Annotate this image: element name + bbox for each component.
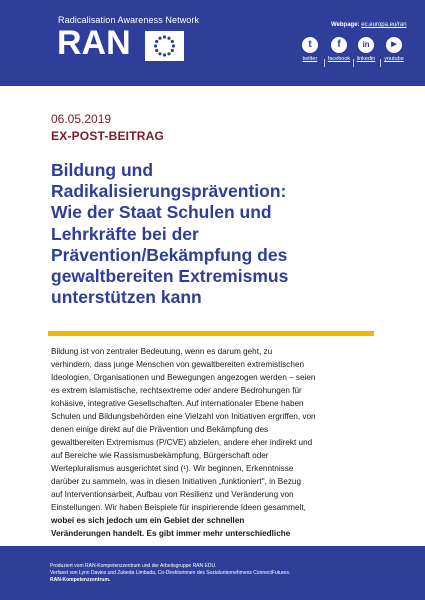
body-line: Schulen und Bildungsbehörden eine Vielzahl von Initiativen ergriffen, von xyxy=(51,412,316,421)
webpage-line xyxy=(331,22,407,28)
title-line: Radikalisierungsprävention: xyxy=(51,181,287,202)
footer-banner xyxy=(0,546,425,600)
title-line: Prävention/Bekämpfung des xyxy=(51,244,288,265)
linkedin-link[interactable]: linkedin xyxy=(356,56,376,62)
social-facebook[interactable] xyxy=(325,37,353,62)
title-line: Wie der Staat Schulen und xyxy=(51,202,272,223)
body-line: auf Interventionsarbeit, Aufbau von Resilienz und Veränderung von xyxy=(51,490,294,499)
document-type: EX-POST-BEITRAG xyxy=(51,129,165,143)
facebook-link[interactable]: facebook xyxy=(327,56,351,62)
title-line: gewaltbereiten Extremismus xyxy=(51,266,289,287)
webpage-label: Webpage: xyxy=(331,22,360,28)
body-line: verhindern, dass junge Menschen von gewaltbereiten extremistischen xyxy=(51,360,305,369)
eu-flag-icon xyxy=(145,31,184,61)
youtube-icon[interactable]: ▶ xyxy=(386,37,402,53)
social-twitter[interactable] xyxy=(296,37,324,62)
body-line: denen einige direkt auf die Prävention und Bekämpfung des xyxy=(51,425,269,434)
accent-divider xyxy=(48,331,374,336)
document-title xyxy=(51,160,371,308)
body-line: Einstellungen. Wir haben Beispiele für inspirierende Ideen gesammelt, xyxy=(51,503,306,512)
ran-logo: RAN xyxy=(57,24,131,62)
body-line: Bildung ist von zentraler Bedeutung, wenn es darum geht, zu xyxy=(51,347,273,356)
body-line: Ideologien, Organisationen und Bewegungen angezogen werden – seien xyxy=(51,373,316,382)
social-links xyxy=(296,37,406,77)
twitter-link[interactable]: twitter xyxy=(302,56,318,62)
network-name: Radicalisation Awareness Network xyxy=(58,15,200,25)
body-line: Wertepluralismus ausgerichtet sind (¹). Wir beginnen, Erkenntnisse xyxy=(51,464,294,473)
social-youtube[interactable] xyxy=(380,37,408,62)
footer-centre: RAN-Kompetenzzentrum. xyxy=(50,577,111,583)
body-line-bold: wobei es sich jedoch um ein Gebiet der schnellen xyxy=(51,516,245,525)
intro-paragraph xyxy=(51,345,381,540)
body-line: gewaltbereiten Extremismus (P/CVE) abzielen, andere eher indirekt und xyxy=(51,438,313,447)
header-banner xyxy=(0,0,425,86)
social-linkedin[interactable] xyxy=(352,37,380,62)
body-line: auf Bereiche wie Rassismusbekämpfung, Bürgerschaft oder xyxy=(51,451,269,460)
title-line: unterstützen kann xyxy=(51,287,202,308)
title-line: Lehrkräfte bei der xyxy=(51,223,199,244)
body-line: es extrem islamistische, rechtsextreme oder andere Bedrohungen für xyxy=(51,386,302,395)
youtube-link[interactable]: youtube xyxy=(384,56,404,62)
webpage-link[interactable]: ec.europa.eu/ran xyxy=(361,22,407,28)
title-line: Bildung und xyxy=(51,160,154,180)
body-line: darüber zu sammeln, was in diesen Initiativen „funktioniert", in Bezug xyxy=(51,477,302,486)
linkedin-icon[interactable]: in xyxy=(358,37,374,53)
footer-produced-by: Produziert vom RAN-Kompetenzzentrum und der Arbeitsgruppe RAN EDU. xyxy=(50,563,217,569)
footer-authors: Verfasst von Lynn Davies und Zubeda Limbada, Co-Direktorinnen des Sozialunternehmens ConnectFutures. xyxy=(50,570,291,576)
body-line-bold: Veränderungen handelt. Es gibt immer mehr unterschiedliche xyxy=(51,529,291,538)
body-line: kohäsive, integrative Gesellschaften. Auf internationaler Ebene haben xyxy=(51,399,304,408)
publication-date: 06.05.2019 xyxy=(51,112,112,126)
twitter-icon[interactable]: t xyxy=(302,37,318,53)
facebook-icon[interactable]: f xyxy=(331,37,347,53)
